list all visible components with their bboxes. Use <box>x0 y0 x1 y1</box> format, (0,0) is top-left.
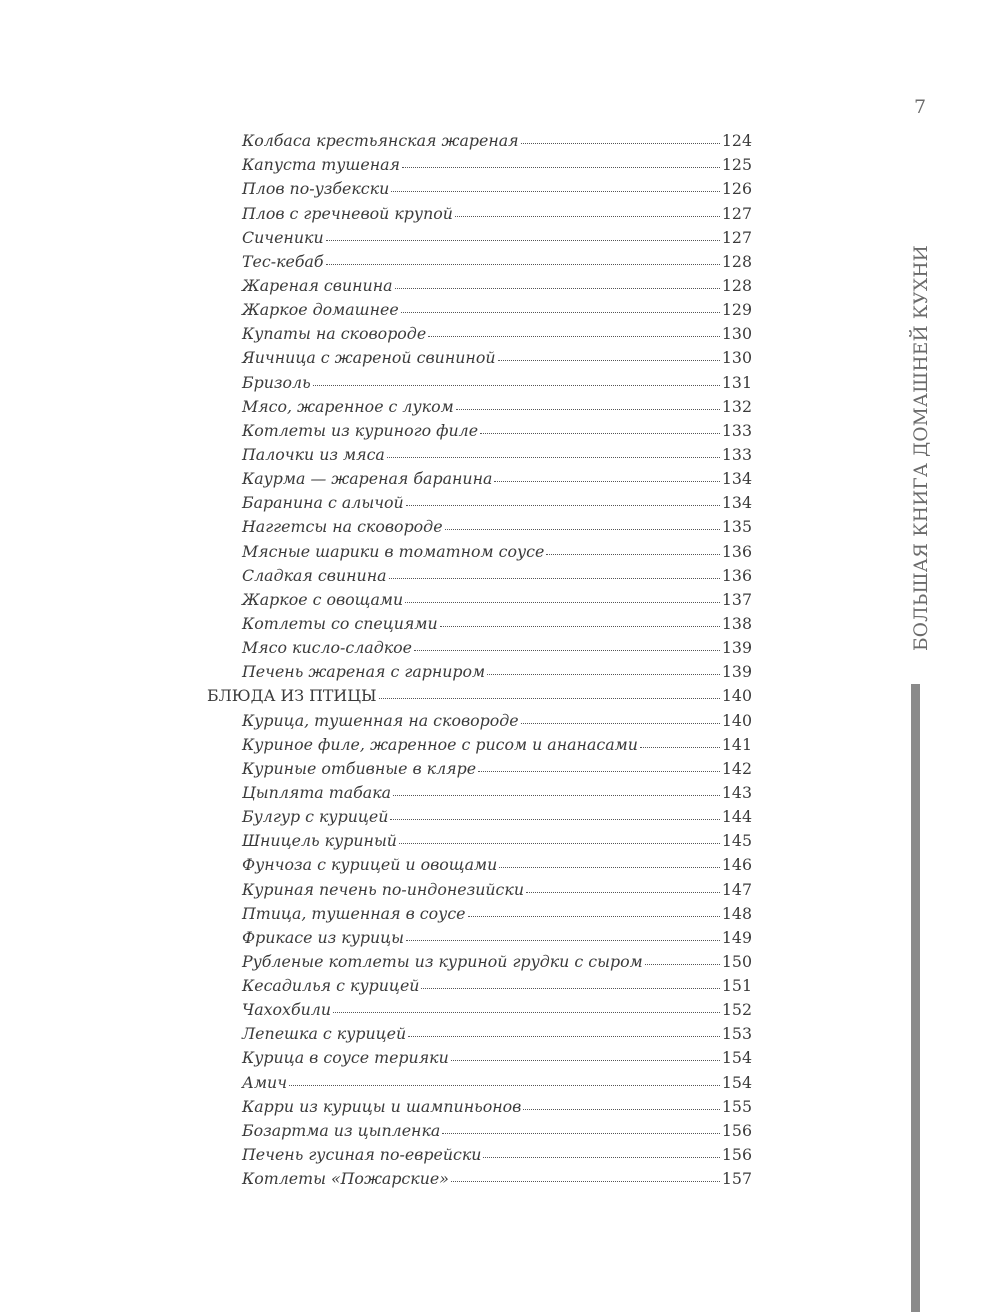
toc-entry <box>207 271 752 295</box>
toc-dot-leader <box>313 385 720 386</box>
toc-entry-page: 141 <box>721 734 752 754</box>
toc-entry-page: 132 <box>721 396 752 416</box>
running-title-text: БОЛЬШАЯ КНИГА ДОМАШНЕЙ КУХНИ <box>910 244 932 651</box>
toc-entry <box>207 1164 752 1188</box>
toc-dot-leader <box>389 578 720 579</box>
toc-dot-leader <box>402 167 720 168</box>
toc-entry <box>207 174 752 198</box>
toc-dot-leader <box>498 360 720 361</box>
toc-entry-title: Сиченики <box>242 227 324 247</box>
toc-entry-page: 127 <box>721 203 752 223</box>
toc-entry <box>207 899 752 923</box>
toc-entry-page: 146 <box>721 855 752 875</box>
toc-entry-page: 147 <box>721 879 752 899</box>
toc-entry <box>207 826 752 850</box>
toc-entry-title: Фунчоза с курицей и овощами <box>242 855 498 875</box>
toc-dot-leader <box>480 433 720 434</box>
toc-entry-page: 131 <box>721 372 752 392</box>
table-of-contents <box>207 126 752 1188</box>
toc-dot-leader <box>487 674 720 675</box>
toc-dot-leader <box>456 409 720 410</box>
toc-entry-page: 135 <box>721 517 752 537</box>
toc-dot-leader <box>391 191 720 192</box>
toc-entry <box>207 778 752 802</box>
toc-entry <box>207 126 752 150</box>
toc-entry-page: 143 <box>721 782 752 802</box>
toc-entry-page: 140 <box>721 710 752 730</box>
toc-entry <box>207 971 752 995</box>
toc-dot-leader <box>421 988 719 989</box>
toc-entry-title: Палочки из мяса <box>242 444 385 464</box>
toc-entry-title: Мясо, жаренное с луком <box>242 396 454 416</box>
toc-entry <box>207 150 752 174</box>
toc-entry-page: 136 <box>721 541 752 561</box>
toc-entry <box>207 705 752 729</box>
toc-entry-title: Жареная свинина <box>242 275 393 295</box>
toc-entry-title: Цыплята табака <box>242 782 392 802</box>
toc-dot-leader <box>406 940 720 941</box>
toc-entry <box>207 802 752 826</box>
toc-entry-page: 124 <box>721 131 752 151</box>
toc-dot-leader <box>478 771 720 772</box>
toc-entry <box>207 416 752 440</box>
toc-entry-title: Жаркое домашнее <box>242 300 399 320</box>
toc-dot-leader <box>428 336 720 337</box>
toc-entry-title: Куриное филе, жаренное с рисом и ананасами <box>242 734 638 754</box>
toc-entry-page: 156 <box>721 1120 752 1140</box>
toc-entry <box>207 367 752 391</box>
toc-dot-leader <box>483 1157 719 1158</box>
toc-dot-leader <box>393 795 720 796</box>
toc-entry-page: 154 <box>721 1048 752 1068</box>
toc-dot-leader <box>406 505 720 506</box>
toc-entry-page: 140 <box>721 686 752 706</box>
toc-entry-page: 139 <box>721 638 752 658</box>
toc-dot-leader <box>390 819 719 820</box>
toc-entry-page: 137 <box>721 589 752 609</box>
toc-dot-leader <box>468 916 720 917</box>
toc-entry-title: Сладкая свинина <box>242 565 387 585</box>
toc-entry <box>207 464 752 488</box>
toc-entry-page: 156 <box>721 1145 752 1165</box>
toc-entry-page: 138 <box>721 613 752 633</box>
toc-dot-leader <box>401 312 720 313</box>
toc-entry-title: Капуста тушеная <box>242 155 400 175</box>
toc-dot-leader <box>523 1109 720 1110</box>
toc-entry-title: Наггетсы на сковороде <box>242 517 443 537</box>
toc-entry <box>207 343 752 367</box>
toc-entry-title: Бризоль <box>242 372 311 392</box>
toc-entry-title: Тес-кебаб <box>242 251 324 271</box>
toc-entry <box>207 850 752 874</box>
toc-entry <box>207 536 752 560</box>
toc-entry-page: 148 <box>721 903 752 923</box>
toc-entry-page: 151 <box>721 976 752 996</box>
toc-entry-title: Печень гусиная по-еврейски <box>242 1145 482 1165</box>
toc-entry <box>207 1092 752 1116</box>
toc-entry <box>207 1043 752 1067</box>
toc-entry <box>207 730 752 754</box>
toc-dot-leader <box>455 216 720 217</box>
toc-entry-title: Чахохбили <box>242 1000 332 1020</box>
toc-dot-leader <box>521 143 720 144</box>
toc-entry-page: 134 <box>721 493 752 513</box>
toc-entry-page: 152 <box>721 1000 752 1020</box>
toc-entry-page: 155 <box>721 1096 752 1116</box>
toc-dot-leader <box>326 264 720 265</box>
toc-entry <box>207 319 752 343</box>
toc-entry <box>207 1067 752 1091</box>
toc-entry-title: Котлеты со специями <box>242 613 438 633</box>
toc-entry <box>207 561 752 585</box>
toc-entry <box>207 633 752 657</box>
toc-dot-leader <box>521 723 720 724</box>
toc-entry <box>207 1116 752 1140</box>
toc-entry-title: Плов с гречневой крупой <box>242 203 453 223</box>
toc-dot-leader <box>451 1181 720 1182</box>
toc-entry-title: Баранина с алычой <box>242 493 404 513</box>
toc-entry-page: 130 <box>721 348 752 368</box>
toc-entry-title: Котлеты из куриного филе <box>242 420 479 440</box>
toc-dot-leader <box>640 747 720 748</box>
toc-dot-leader <box>445 529 720 530</box>
toc-entry-title: Рубленые котлеты из куриной грудки с сыром <box>242 951 643 971</box>
toc-entry-page: 136 <box>721 565 752 585</box>
toc-entry <box>207 512 752 536</box>
toc-entry-page: 125 <box>721 155 752 175</box>
toc-entry-title: Куриная печень по-индонезийски <box>242 879 524 899</box>
toc-section-heading <box>207 681 752 705</box>
toc-entry-page: 154 <box>721 1072 752 1092</box>
toc-dot-leader <box>414 650 720 651</box>
toc-entry <box>207 392 752 416</box>
toc-entry-page: 128 <box>721 251 752 271</box>
toc-entry-title: Купаты на сковороде <box>242 324 427 344</box>
toc-entry <box>207 198 752 222</box>
toc-dot-leader <box>408 1036 720 1037</box>
toc-entry-page: 130 <box>721 324 752 344</box>
toc-dot-leader <box>526 892 720 893</box>
toc-entry-title: Плов по-узбекски <box>242 179 390 199</box>
toc-entry-title: Лепешка с курицей <box>242 1024 407 1044</box>
toc-dot-leader <box>645 964 720 965</box>
toc-entry-page: 133 <box>721 444 752 464</box>
toc-entry-title: Яичница с жареной свининой <box>242 348 496 368</box>
toc-entry-page: 128 <box>721 275 752 295</box>
toc-entry <box>207 754 752 778</box>
toc-entry <box>207 488 752 512</box>
toc-dot-leader <box>494 481 719 482</box>
toc-entry-title: Курица, тушенная на сковороде <box>242 710 519 730</box>
toc-entry-page: 139 <box>721 662 752 682</box>
toc-dot-leader <box>333 1012 720 1013</box>
toc-entry-title: Каурма — жареная баранина <box>242 469 493 489</box>
toc-entry <box>207 923 752 947</box>
toc-entry <box>207 223 752 247</box>
toc-entry-page: 142 <box>721 758 752 778</box>
toc-entry-page: 157 <box>721 1169 752 1189</box>
toc-entry-page: 153 <box>721 1024 752 1044</box>
toc-entry-page: 144 <box>721 807 752 827</box>
toc-entry-page: 149 <box>721 927 752 947</box>
toc-dot-leader <box>405 602 720 603</box>
side-thumb-bar <box>911 684 920 1312</box>
toc-entry <box>207 947 752 971</box>
toc-entry-page: 150 <box>721 951 752 971</box>
page-number: 7 <box>913 96 927 118</box>
toc-entry-page: 129 <box>721 300 752 320</box>
toc-entry-title: Бозартма из цыпленка <box>242 1120 441 1140</box>
toc-dot-leader <box>395 288 720 289</box>
toc-entry-title: Фрикасе из курицы <box>242 927 405 947</box>
toc-entry-title: БЛЮДА ИЗ ПТИЦЫ <box>207 686 377 706</box>
toc-entry-page: 145 <box>721 831 752 851</box>
toc-entry-title: Птица, тушенная в соусе <box>242 903 466 923</box>
toc-entry <box>207 657 752 681</box>
toc-entry-title: Курица в соусе терияки <box>242 1048 449 1068</box>
running-title <box>904 245 938 650</box>
toc-dot-leader <box>499 867 720 868</box>
toc-entry <box>207 295 752 319</box>
toc-entry <box>207 585 752 609</box>
toc-entry-title: Мясо кисло-сладкое <box>242 638 413 658</box>
toc-dot-leader <box>546 554 719 555</box>
toc-entry <box>207 247 752 271</box>
toc-entry-page: 133 <box>721 420 752 440</box>
toc-dot-leader <box>326 240 720 241</box>
toc-entry <box>207 440 752 464</box>
toc-entry-page: 127 <box>721 227 752 247</box>
toc-dot-leader <box>399 843 720 844</box>
toc-entry <box>207 609 752 633</box>
toc-dot-leader <box>387 457 720 458</box>
toc-entry-title: Куриные отбивные в кляре <box>242 758 477 778</box>
toc-entry-title: Амич <box>242 1072 288 1092</box>
toc-entry <box>207 995 752 1019</box>
toc-entry-title: Кесадилья с курицей <box>242 976 420 996</box>
toc-entry <box>207 1019 752 1043</box>
toc-entry-title: Котлеты «Пожарские» <box>242 1169 449 1189</box>
toc-entry-title: Шницель куриный <box>242 831 397 851</box>
toc-entry-title: Карри из курицы и шампиньонов <box>242 1096 522 1116</box>
toc-dot-leader <box>379 698 720 699</box>
toc-dot-leader <box>442 1133 720 1134</box>
toc-dot-leader <box>289 1085 720 1086</box>
toc-entry-title: Колбаса крестьянская жареная <box>242 131 519 151</box>
toc-entry <box>207 1140 752 1164</box>
toc-entry <box>207 874 752 898</box>
toc-dot-leader <box>451 1060 720 1061</box>
toc-entry-title: Мясные шарики в томатном соусе <box>242 541 545 561</box>
toc-entry-page: 126 <box>721 179 752 199</box>
toc-entry-title: Жаркое с овощами <box>242 589 404 609</box>
toc-dot-leader <box>440 626 720 627</box>
toc-entry-title: Булгур с курицей <box>242 807 389 827</box>
toc-entry-page: 134 <box>721 469 752 489</box>
toc-entry-title: Печень жареная с гарниром <box>242 662 486 682</box>
